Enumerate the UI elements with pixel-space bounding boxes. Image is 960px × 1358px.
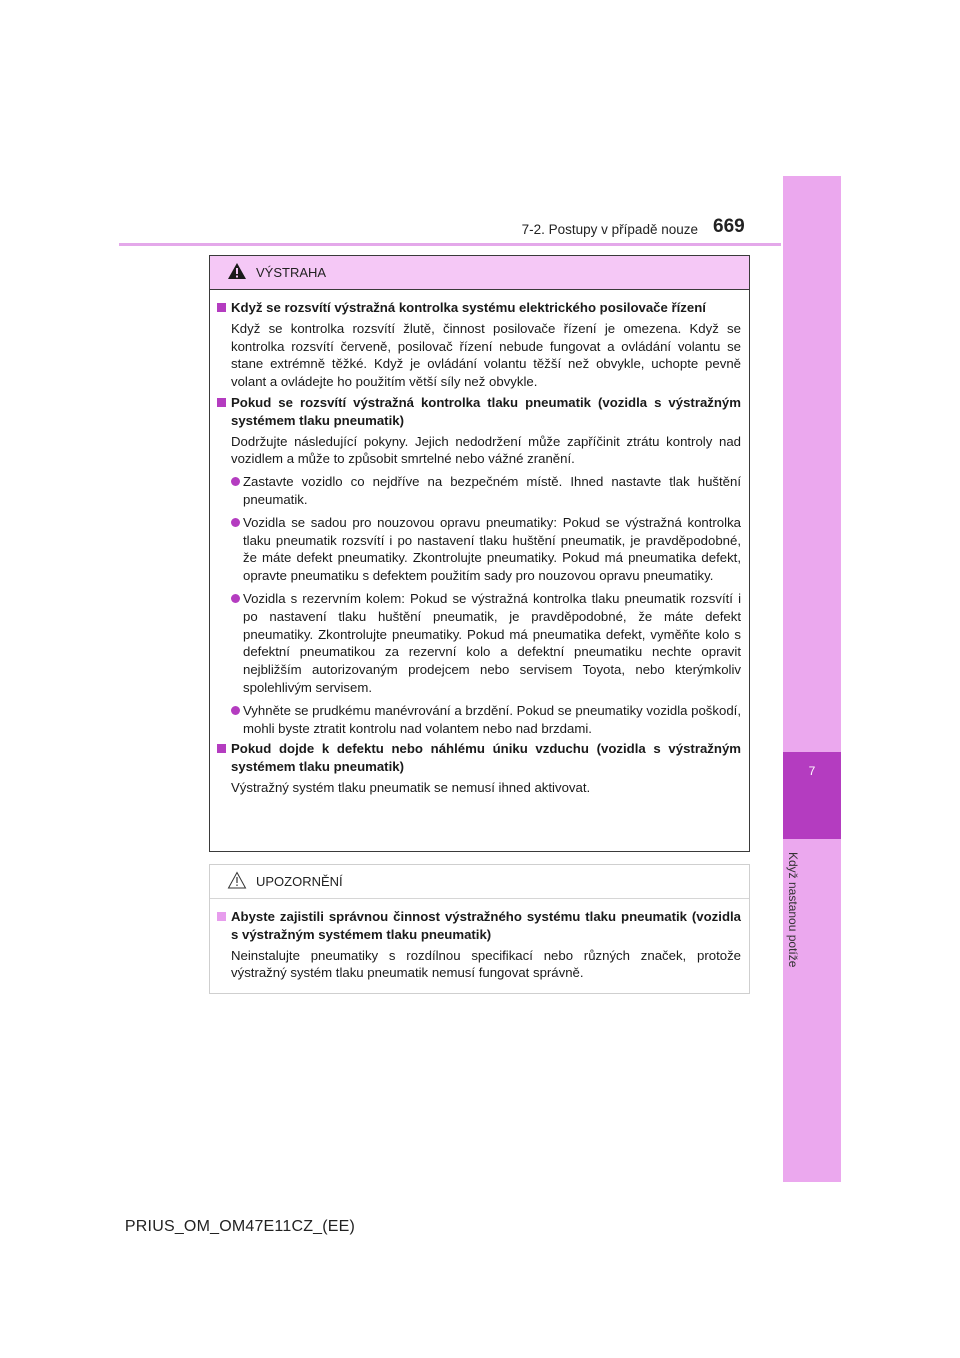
bullet-text: Vozidla s rezervním kolem: Pokud se výstražná kontrolka tlaku pneumatik rozsvítí i po nastavení tlaku huštění pneumatik, je pravděpodobné, že máte defekt pneumatiky. Zkontrolujte pneumatiky. Pokud má pneumatika defekt, vyměňte kolo s defektní pneumatikou za rezervní kolo a defektní pneumatiku nechte opravit nejbližším autorizovaným prodejcem nebo servisem Toyota, nebo kterýmkoliv spolehlivým servisem. [243, 590, 741, 695]
square-bullet-icon [217, 912, 226, 921]
caution-item [217, 908, 741, 982]
round-bullet-icon [231, 706, 240, 715]
bullet-point [231, 702, 741, 738]
bullet-text: Vyhněte se prudkému manévrování a brzdění. Pokud se pneumatiky vozidla poškodí, mohli byste ztratit kontrolu nad volantem nebo nad brzdami. [243, 702, 741, 736]
bullet-point [231, 473, 741, 509]
warning-box [209, 255, 750, 852]
warning-item-text: Dodržujte následující pokyny. Jejich nedodržení může zapříčinit ztrátu kontroly nad vozidlem a může to způsobit smrtelné nebo vážné zranění. [231, 433, 741, 467]
bullet-point [231, 590, 741, 697]
warning-item-text: Když se kontrolka rozsvítí žlutě, činnost posilovače řízení je omezena. Když se kontrolka rozsvítí červeně, posilovač řízení nebude fungovat a ovládání volantu se stane extrémně těžké. Když je ovládání volantu těžší než obvykle, uchopte pevně volant a ovládejte ho použitím větší síly než obvykle. [231, 320, 741, 390]
warning-body [210, 290, 749, 797]
page-number: 669 [713, 216, 745, 237]
header-rule [119, 243, 781, 246]
round-bullet-icon [231, 594, 240, 603]
bullet-text: Zastavte vozidlo co nejdříve na bezpečném místě. Ihned nastavte tlak huštění pneumatik. [243, 474, 741, 507]
caution-item-title: Abyste zajistili správnou činnost výstražného systému tlaku pneumatik (vozidla s výstražným systémem tlaku pneumatik) [231, 909, 741, 942]
chapter-title: Když nastanou potíže [786, 852, 800, 968]
bullet-point [231, 514, 741, 585]
warning-item-title: Když se rozsvítí výstražná kontrolka systému elektrického posilovače řízení [231, 300, 706, 315]
warning-title: VÝSTRAHA [256, 265, 327, 280]
warning-header [210, 256, 749, 290]
warning-item-title: Pokud dojde k defektu nebo náhlému úniku vzduchu (vozidla s výstražným systémem tlaku pneumatik) [231, 741, 741, 775]
chapter-side-tab [783, 176, 841, 1182]
square-bullet-icon [217, 744, 226, 753]
caution-header [210, 865, 749, 899]
warning-item-title: Pokud se rozsvítí výstražná kontrolka tlaku pneumatik (vozidla s výstražným systémem tlaku pneumatik) [231, 394, 741, 428]
round-bullet-icon [231, 477, 240, 486]
warning-item [217, 740, 741, 796]
warning-item-text: Výstražný systém tlaku pneumatik se nemusí ihned aktivovat. [231, 779, 591, 795]
bullet-text: Vozidla se sadou pro nouzovou opravu pneumatiky: Pokud se výstražná kontrolka tlaku pneumatik rozsvítí i po nastavení tlaku huštění pneumatik, je pravděpodobné, že máte defekt pneumatiky. Zkontrolujte pneumatiky. Pokud má pneumatika defekt, opravte pneumatiku s defektem použitím sady pro nouzovou opravu pneumatiky. [243, 514, 741, 584]
caution-triangle-icon [227, 871, 247, 889]
chapter-number: 7 [808, 764, 816, 778]
warning-item [217, 394, 741, 737]
caution-item-text: Neinstalujte pneumatiky s rozdílnou specifikací nebo různých značek, protože výstražný systém tlaku pneumatik nemusí fungovat správně. [231, 947, 741, 981]
square-bullet-icon [217, 303, 226, 312]
section-title: 7-2. Postupy v případě nouze [521, 222, 698, 237]
square-bullet-icon [217, 398, 226, 407]
document-code: PRIUS_OM_OM47E11CZ_(EE) [124, 1218, 356, 1235]
round-bullet-icon [231, 518, 240, 527]
caution-body [210, 899, 749, 982]
warning-item [217, 299, 741, 391]
warning-triangle-icon [227, 262, 247, 280]
caution-box [209, 864, 750, 994]
caution-title: UPOZORNĚNÍ [256, 874, 343, 889]
